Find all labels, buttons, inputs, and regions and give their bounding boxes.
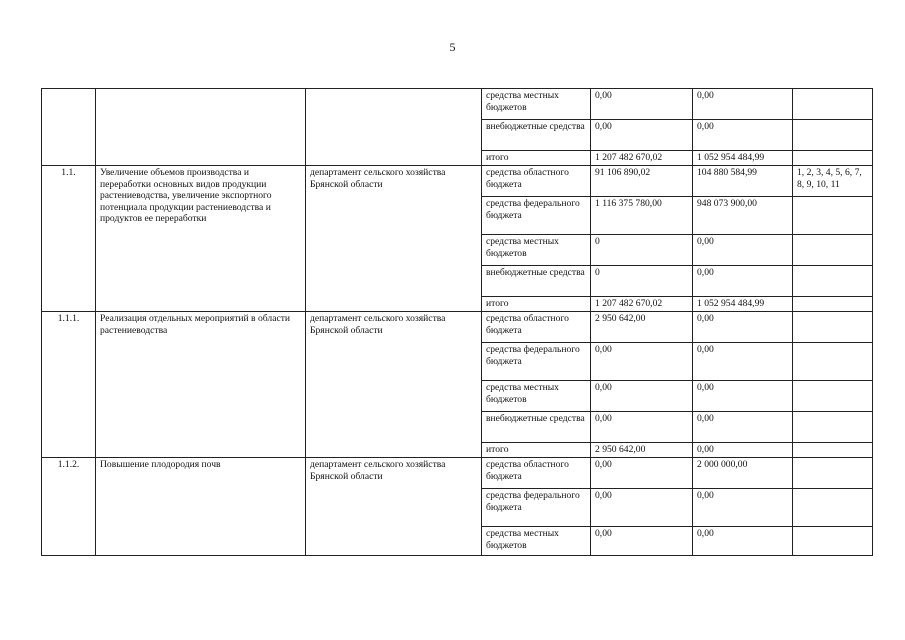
measure-executor: департамент сельского хозяйства Брянской области — [306, 166, 482, 312]
indicator-cell — [793, 527, 873, 556]
indicator-cell — [793, 297, 873, 312]
funding-source: средства местных бюджетов — [482, 235, 591, 266]
indicator-cell — [793, 343, 873, 381]
table-row — [42, 166, 873, 197]
funding-source: средства местных бюджетов — [482, 89, 591, 120]
indicator-links: 1, 2, 3, 4, 5, 6, 7, 8, 9, 10, 11 — [793, 166, 873, 197]
amount-year-1: 1 207 482 670,02 — [591, 151, 693, 166]
amount-year-1: 2 950 642,00 — [591, 312, 693, 343]
amount-year-2: 1 052 954 484,99 — [693, 151, 793, 166]
amount-year-1: 1 116 375 780,00 — [591, 197, 693, 235]
funding-source: средства федерального бюджета — [482, 489, 591, 527]
measure-name: Реализация отдельных мероприятий в области растениеводства — [96, 312, 306, 458]
amount-year-1: 2 950 642,00 — [591, 443, 693, 458]
funding-source: итого — [482, 151, 591, 166]
budget-table — [41, 88, 873, 556]
table-row — [42, 312, 873, 343]
amount-year-2: 0,00 — [693, 235, 793, 266]
funding-source: внебюджетные средства — [482, 412, 591, 443]
funding-source: итого — [482, 443, 591, 458]
amount-year-1: 0,00 — [591, 412, 693, 443]
amount-year-1: 0,00 — [591, 489, 693, 527]
amount-year-2: 104 880 584,99 — [693, 166, 793, 197]
amount-year-2: 948 073 900,00 — [693, 197, 793, 235]
indicator-cell — [793, 381, 873, 412]
measure-name — [96, 89, 306, 166]
measure-name: Увеличение объемов производства и переработки основных видов продукции растениеводства, увеличение экспортного потенциала продукции растениеводства и продуктов ее переработки — [96, 166, 306, 312]
amount-year-2: 0,00 — [693, 489, 793, 527]
funding-source: средства областного бюджета — [482, 458, 591, 489]
measure-number: 1.1.1. — [42, 312, 96, 458]
amount-year-2: 0,00 — [693, 89, 793, 120]
amount-year-1: 0,00 — [591, 527, 693, 556]
amount-year-2: 0,00 — [693, 343, 793, 381]
measure-number: 1.1. — [42, 166, 96, 312]
indicator-cell — [793, 412, 873, 443]
amount-year-2: 0,00 — [693, 527, 793, 556]
amount-year-2: 2 000 000,00 — [693, 458, 793, 489]
amount-year-2: 0,00 — [693, 312, 793, 343]
measure-name: Повышение плодородия почв — [96, 458, 306, 556]
measure-executor: департамент сельского хозяйства Брянской области — [306, 458, 482, 556]
amount-year-1: 0,00 — [591, 343, 693, 381]
measure-executor: департамент сельского хозяйства Брянской области — [306, 312, 482, 458]
funding-source: внебюджетные средства — [482, 266, 591, 297]
indicator-cell — [793, 266, 873, 297]
amount-year-2: 0,00 — [693, 412, 793, 443]
measure-number: 1.1.2. — [42, 458, 96, 556]
indicator-cell — [793, 120, 873, 151]
amount-year-1: 0,00 — [591, 120, 693, 151]
page-number: 5 — [449, 40, 456, 54]
amount-year-1: 91 106 890,02 — [591, 166, 693, 197]
amount-year-1: 0,00 — [591, 381, 693, 412]
indicator-cell — [793, 197, 873, 235]
indicator-cell — [793, 443, 873, 458]
funding-source: средства областного бюджета — [482, 312, 591, 343]
amount-year-1: 1 207 482 670,02 — [591, 297, 693, 312]
funding-source: средства местных бюджетов — [482, 381, 591, 412]
measure-number — [42, 89, 96, 166]
amount-year-2: 1 052 954 484,99 — [693, 297, 793, 312]
indicator-cell — [793, 235, 873, 266]
indicator-cell — [793, 312, 873, 343]
indicator-cell — [793, 458, 873, 489]
amount-year-2: 0,00 — [693, 443, 793, 458]
amount-year-1: 0,00 — [591, 89, 693, 120]
table-row — [42, 89, 873, 120]
funding-source: средства федерального бюджета — [482, 343, 591, 381]
indicator-cell — [793, 89, 873, 120]
funding-source: итого — [482, 297, 591, 312]
amount-year-2: 0,00 — [693, 266, 793, 297]
funding-source: средства местных бюджетов — [482, 527, 591, 556]
amount-year-1: 0 — [591, 266, 693, 297]
measure-executor — [306, 89, 482, 166]
funding-source: средства областного бюджета — [482, 166, 591, 197]
indicator-cell — [793, 151, 873, 166]
indicator-cell — [793, 489, 873, 527]
amount-year-1: 0,00 — [591, 458, 693, 489]
funding-source: средства федерального бюджета — [482, 197, 591, 235]
amount-year-1: 0 — [591, 235, 693, 266]
amount-year-2: 0,00 — [693, 381, 793, 412]
funding-source: внебюджетные средства — [482, 120, 591, 151]
table-row — [42, 458, 873, 489]
amount-year-2: 0,00 — [693, 120, 793, 151]
